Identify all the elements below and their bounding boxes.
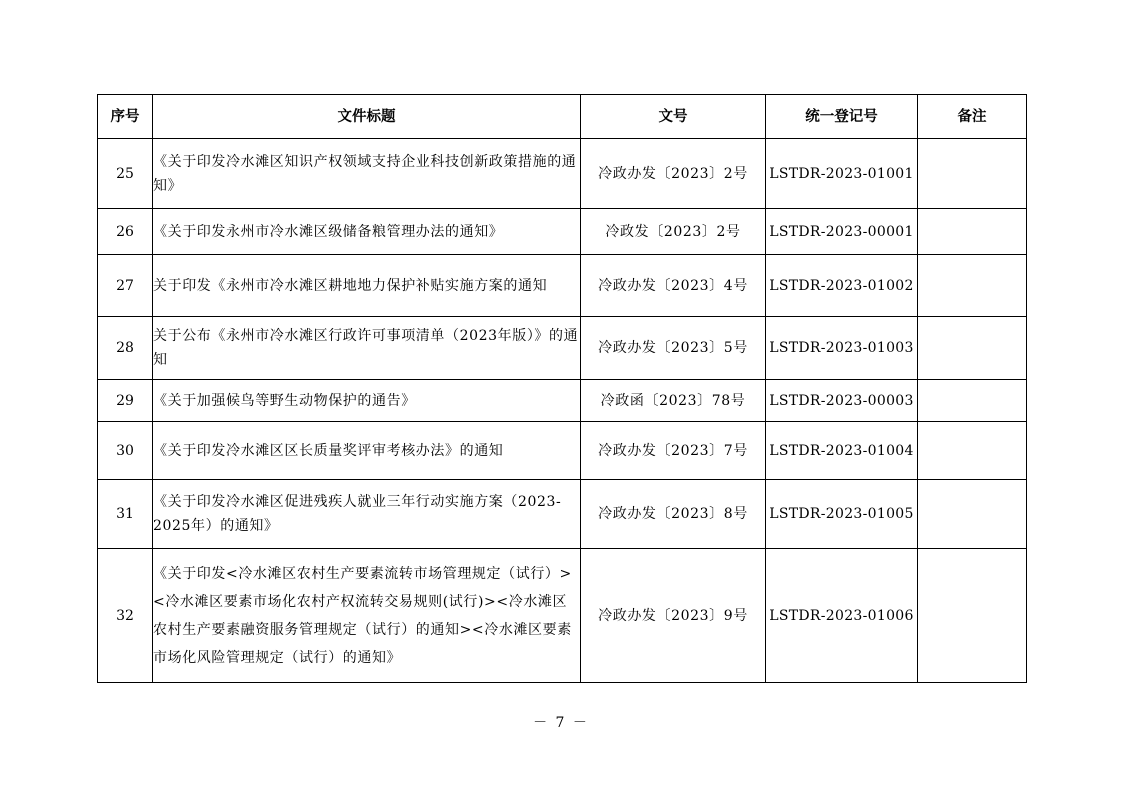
row-doc-number: 冷政办发〔2023〕7号 bbox=[581, 422, 766, 480]
table-row bbox=[98, 317, 1027, 380]
row-doc-number: 冷政办发〔2023〕8号 bbox=[581, 480, 766, 549]
row-seq: 30 bbox=[98, 422, 153, 480]
row-seq: 27 bbox=[98, 255, 153, 317]
row-registration-number: LSTDR-2023-00001 bbox=[766, 209, 918, 255]
row-seq: 25 bbox=[98, 139, 153, 209]
row-doc-number: 冷政办发〔2023〕4号 bbox=[581, 255, 766, 317]
row-title: 关于公布《永州市冷水滩区行政许可事项清单（2023年版）》的通知 bbox=[153, 317, 581, 380]
row-doc-number: 冷政办发〔2023〕2号 bbox=[581, 139, 766, 209]
page-number: － 7 － bbox=[533, 715, 589, 731]
row-seq: 29 bbox=[98, 380, 153, 422]
row-seq: 26 bbox=[98, 209, 153, 255]
table-row bbox=[98, 209, 1027, 255]
row-seq: 28 bbox=[98, 317, 153, 380]
header-seq: 序号 bbox=[98, 95, 153, 139]
table-row bbox=[98, 480, 1027, 549]
row-remarks bbox=[918, 317, 1027, 380]
row-remarks bbox=[918, 380, 1027, 422]
header-remarks: 备注 bbox=[918, 95, 1027, 139]
row-registration-number: LSTDR-2023-01004 bbox=[766, 422, 918, 480]
table-row bbox=[98, 549, 1027, 683]
document-table bbox=[97, 94, 1027, 683]
table-header-row bbox=[98, 95, 1027, 139]
row-registration-number: LSTDR-2023-01002 bbox=[766, 255, 918, 317]
row-title: 《关于印发<冷水滩区农村生产要素流转市场管理规定（试行）><冷水滩区要素市场化农村产权流转交易规则(试行)><冷水滩区农村生产要素融资服务管理规定（试行）的通知><冷水滩区要素市场化风险管理规定（试行）的通知》 bbox=[153, 549, 581, 683]
row-registration-number: LSTDR-2023-00003 bbox=[766, 380, 918, 422]
row-registration-number: LSTDR-2023-01001 bbox=[766, 139, 918, 209]
row-remarks bbox=[918, 209, 1027, 255]
row-doc-number: 冷政办发〔2023〕5号 bbox=[581, 317, 766, 380]
row-remarks bbox=[918, 422, 1027, 480]
row-remarks bbox=[918, 549, 1027, 683]
row-doc-number: 冷政发〔2023〕2号 bbox=[581, 209, 766, 255]
row-registration-number: LSTDR-2023-01003 bbox=[766, 317, 918, 380]
row-doc-number: 冷政办发〔2023〕9号 bbox=[581, 549, 766, 683]
row-registration-number: LSTDR-2023-01005 bbox=[766, 480, 918, 549]
row-doc-number: 冷政函〔2023〕78号 bbox=[581, 380, 766, 422]
row-registration-number: LSTDR-2023-01006 bbox=[766, 549, 918, 683]
table-row bbox=[98, 422, 1027, 480]
header-registration-number: 统一登记号 bbox=[766, 95, 918, 139]
header-title: 文件标题 bbox=[153, 95, 581, 139]
table-row bbox=[98, 255, 1027, 317]
row-seq: 31 bbox=[98, 480, 153, 549]
table-row bbox=[98, 139, 1027, 209]
row-title: 《关于印发冷水滩区区长质量奖评审考核办法》的通知 bbox=[153, 422, 581, 480]
header-doc-number: 文号 bbox=[581, 95, 766, 139]
row-title: 《关于印发永州市冷水滩区级储备粮管理办法的通知》 bbox=[153, 209, 581, 255]
row-title: 《关于加强候鸟等野生动物保护的通告》 bbox=[153, 380, 581, 422]
row-title: 《关于印发冷水滩区知识产权领域支持企业科技创新政策措施的通知》 bbox=[153, 139, 581, 209]
row-remarks bbox=[918, 139, 1027, 209]
row-title: 《关于印发冷水滩区促进残疾人就业三年行动实施方案（2023-2025年）的通知》 bbox=[153, 480, 581, 549]
table-row bbox=[98, 380, 1027, 422]
row-seq: 32 bbox=[98, 549, 153, 683]
row-title: 关于印发《永州市冷水滩区耕地地力保护补贴实施方案的通知 bbox=[153, 255, 581, 317]
row-remarks bbox=[918, 255, 1027, 317]
row-remarks bbox=[918, 480, 1027, 549]
